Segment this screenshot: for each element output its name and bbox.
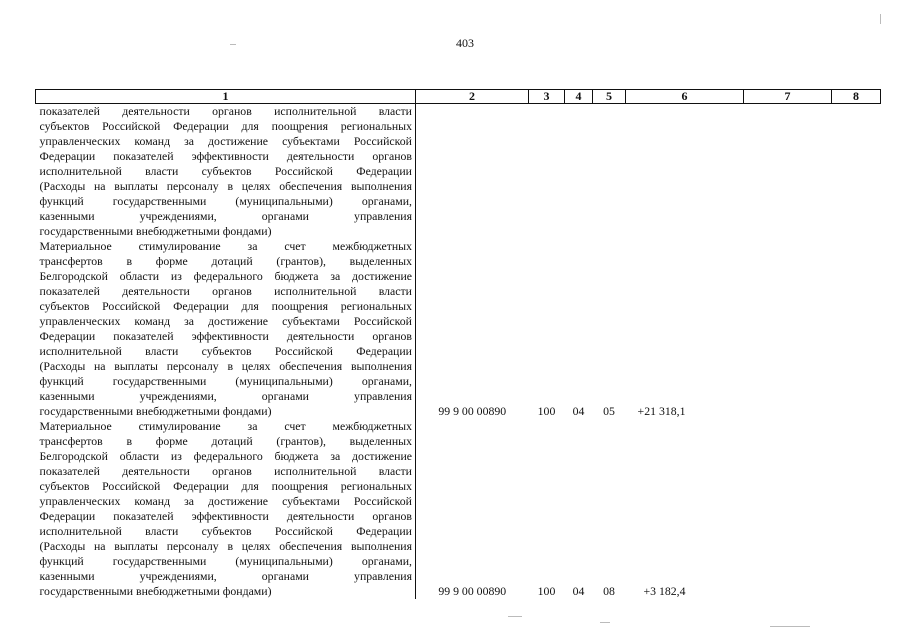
table-row (36, 239, 881, 419)
description-line: Белгородской области из федерального бюджета за достижение (39, 269, 412, 283)
table-row (36, 104, 881, 240)
subsection-cell (593, 104, 626, 240)
scan-speck (600, 622, 610, 623)
description-line: (Расходы на выплаты персоналу в целях обеспечения выполнения (39, 179, 412, 193)
description-line: показателей деятельности органов исполнительной власти (39, 464, 412, 478)
scan-speck (230, 44, 236, 45)
budget-code-cell (416, 104, 529, 240)
header-row (36, 90, 881, 104)
description-line: Белгородской области из федерального бюджета за достижение (39, 449, 412, 463)
description-line: функций государственными (муниципальными) органами, (39, 554, 412, 568)
description-line: государственными внебюджетными фондами) (39, 404, 272, 418)
description-line: функций государственными (муниципальными) органами, (39, 194, 412, 208)
scan-speck (770, 626, 810, 627)
table-row (36, 419, 881, 599)
description-line: Материальное стимулирование за счет межбюджетных (39, 419, 412, 433)
col7-cell (744, 419, 832, 599)
budget-code-cell: 99 9 00 00890 (438, 404, 507, 418)
header-col-8: 8 (832, 90, 881, 104)
description-line: Федерации показателей эффективности деятельности органов (39, 149, 412, 163)
amount-cell: +3 182,4 (643, 584, 686, 598)
expense-type-cell: 100 (537, 404, 556, 418)
description-line: Материальное стимулирование за счет межбюджетных (39, 239, 412, 253)
description-line: (Расходы на выплаты персоналу в целях обеспечения выполнения (39, 539, 412, 553)
col7-cell (744, 104, 832, 240)
description-cell (36, 419, 416, 599)
budget-code-cell: 99 9 00 00890 (438, 584, 507, 598)
description-line: функций государственными (муниципальными) органами, (39, 374, 412, 388)
col8-cell (832, 239, 881, 419)
table-body (36, 104, 881, 600)
description-line: государственными внебюджетными фондами) (39, 224, 272, 238)
header-col-2: 2 (416, 90, 529, 104)
section-cell: 04 (572, 404, 585, 418)
description-line: (Расходы на выплаты персоналу в целях обеспечения выполнения (39, 359, 412, 373)
header-col-1: 1 (36, 90, 416, 104)
header-col-5: 5 (593, 90, 626, 104)
description-line: казенными учреждениями, органами управления (39, 569, 412, 583)
description-line: государственными внебюджетными фондами) (39, 584, 272, 598)
scan-speck (508, 616, 522, 617)
expense-type-cell: 100 (537, 584, 556, 598)
header-col-7: 7 (744, 90, 832, 104)
amount-cell (626, 104, 744, 240)
header-col-4: 4 (565, 90, 593, 104)
budget-table (35, 89, 881, 599)
scan-speck (880, 14, 881, 24)
description-line: исполнительной власти субъектов Российской Федерации (39, 524, 412, 538)
section-cell (565, 104, 593, 240)
description-line: управленческих команд за достижение субъектами Российской (39, 314, 412, 328)
description-cell (36, 239, 416, 419)
page-number: 403 (456, 36, 474, 50)
description-line: исполнительной власти субъектов Российской Федерации (39, 164, 412, 178)
col7-cell (744, 239, 832, 419)
description-line: показателей деятельности органов исполнительной власти (39, 284, 412, 298)
description-line: трансфертов в форме дотаций (грантов), выделенных (39, 434, 412, 448)
description-line: субъектов Российской Федерации для поощрения региональных (39, 299, 412, 313)
description-line: исполнительной власти субъектов Российской Федерации (39, 344, 412, 358)
description-cell (36, 104, 416, 240)
description-line: Федерации показателей эффективности деятельности органов (39, 329, 412, 343)
description-line: Федерации показателей эффективности деятельности органов (39, 509, 412, 523)
section-cell: 04 (572, 584, 585, 598)
description-line: показателей деятельности органов исполнительной власти (39, 104, 412, 118)
expense-type-cell (529, 104, 565, 240)
amount-cell: +21 318,1 (637, 404, 686, 418)
col8-cell (832, 419, 881, 599)
description-line: субъектов Российской Федерации для поощрения региональных (39, 479, 412, 493)
description-line: казенными учреждениями, органами управления (39, 389, 412, 403)
subsection-cell: 05 (603, 404, 615, 418)
description-line: управленческих команд за достижение субъектами Российской (39, 494, 412, 508)
header-col-6: 6 (626, 90, 744, 104)
description-line: субъектов Российской Федерации для поощрения региональных (39, 119, 412, 133)
description-line: управленческих команд за достижение субъектами Российской (39, 134, 412, 148)
subsection-cell: 08 (603, 584, 615, 598)
description-line: трансфертов в форме дотаций (грантов), выделенных (39, 254, 412, 268)
col8-cell (832, 104, 881, 240)
header-col-3: 3 (529, 90, 565, 104)
description-line: казенными учреждениями, органами управления (39, 209, 412, 223)
